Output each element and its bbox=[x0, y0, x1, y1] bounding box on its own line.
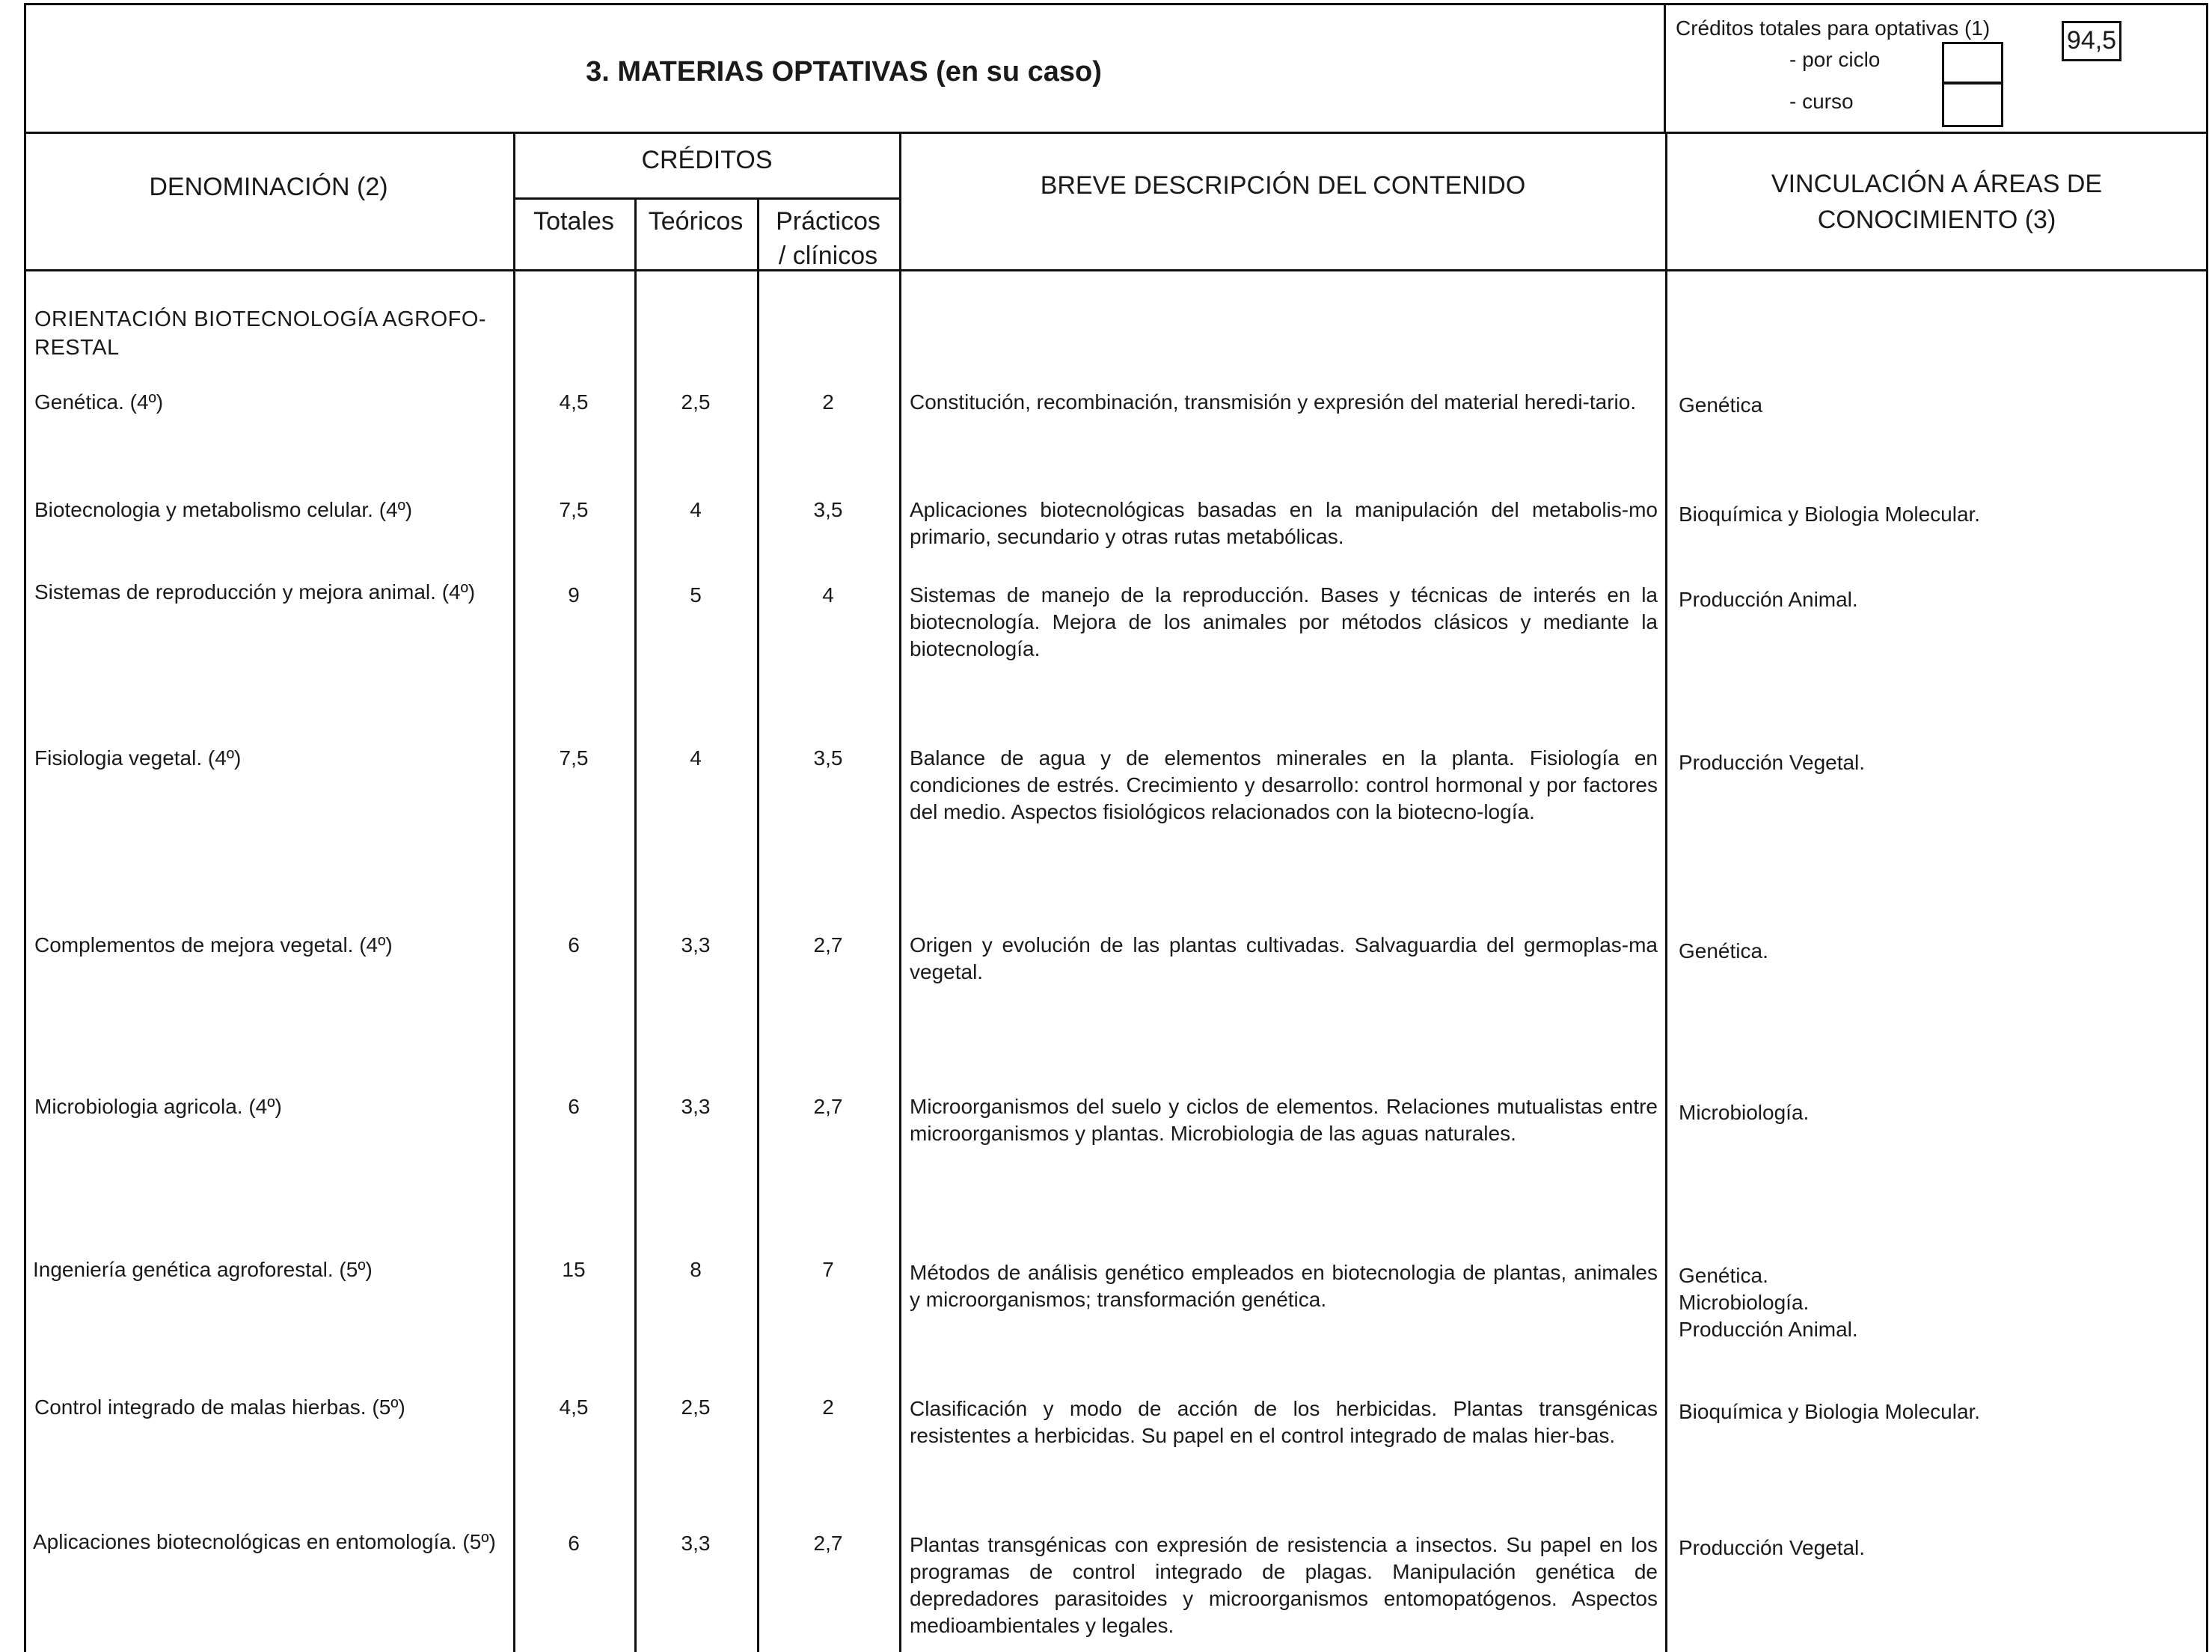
row-vinculacion: Bioquímica y Biologia Molecular. bbox=[1679, 1400, 1981, 1423]
row-practicos: 2,7 bbox=[813, 933, 843, 956]
row-teoricos: 4 bbox=[690, 498, 702, 521]
row-descripcion: Balance de agua y de elementos minerales en la planta. Fisiología en condiciones de estrés. Crecimiento y desarrollo: control hormonal y por factores del medio. Aspectos fisiológicos relacionados con la biotecno-logía. bbox=[910, 746, 1658, 823]
row-teoricos: 3,3 bbox=[681, 1095, 711, 1118]
creditos-totales-label: Créditos totales para optativas (1) bbox=[1676, 16, 1991, 40]
row-descripcion: Sistemas de manejo de la reproducción. Bases y técnicas de interés en la biotecnología. Mejora de los animales por métodos clásicos y mediante la biotecnología. bbox=[910, 583, 1658, 660]
row-teoricos: 2,5 bbox=[681, 1395, 711, 1419]
header-bottom-border bbox=[24, 269, 2208, 271]
column-header-creditos: CRÉDITOS bbox=[641, 146, 773, 174]
row-teoricos: 8 bbox=[690, 1258, 702, 1281]
column-header-teoricos: Teóricos bbox=[648, 207, 744, 236]
row-vinculacion: Genética. Microbiología. Producción Animal. bbox=[1679, 1264, 1858, 1341]
row-practicos: 2 bbox=[822, 1395, 834, 1419]
page-title: 3. MATERIAS OPTATIVAS (en su caso) bbox=[586, 56, 1102, 87]
row-totales: 7,5 bbox=[559, 746, 589, 770]
column-header-denominacion: DENOMINACIÓN (2) bbox=[149, 173, 388, 201]
row-teoricos: 5 bbox=[690, 583, 702, 607]
row-practicos: 2,7 bbox=[813, 1095, 843, 1118]
section-title: ORIENTACIÓN BIOTECNOLOGÍA AGROFO-RESTAL bbox=[34, 307, 487, 360]
column-header-practicos: Prácticos bbox=[776, 207, 880, 236]
row-denominacion: Ingeniería genética agroforestal. (5º) bbox=[33, 1258, 373, 1281]
row-vinculacion: Microbiología. bbox=[1679, 1101, 1810, 1124]
frame-left-border bbox=[24, 3, 26, 1652]
row-vinculacion: Bioquímica y Biologia Molecular. bbox=[1679, 503, 1981, 526]
row-denominacion: Complementos de mejora vegetal. (4º) bbox=[34, 933, 393, 956]
row-vinculacion: Genética. bbox=[1679, 939, 1768, 962]
row-practicos: 7 bbox=[822, 1258, 834, 1281]
row-denominacion: Fisiologia vegetal. (4º) bbox=[34, 746, 242, 770]
row-teoricos: 2,5 bbox=[681, 390, 711, 414]
row-vinculacion: Genética bbox=[1679, 393, 1763, 417]
row-denominacion: Biotecnologia y metabolismo celular. (4º) bbox=[34, 498, 413, 521]
column-header-descripcion: BREVE DESCRIPCIÓN DEL CONTENIDO bbox=[1040, 171, 1526, 200]
row-descripcion: Plantas transgénicas con expresión de resistencia a insectos. Su papel en los programas de control integrado de plagas. Manipulación genética de depredadores parasitoides y microorganismos entomopatógenos. Aspectos medioambientales y legales. bbox=[910, 1533, 1658, 1637]
row-totales: 4,5 bbox=[559, 390, 589, 414]
column-header-totales: Totales bbox=[533, 207, 614, 236]
row-totales: 6 bbox=[568, 1095, 580, 1118]
row-denominacion: Microbiologia agricola. (4º) bbox=[34, 1095, 282, 1118]
row-descripcion: Métodos de análisis genético empleados en biotecnologia de plantas, animales y microorganismos; transformación genética. bbox=[910, 1261, 1658, 1311]
row-vinculacion: Producción Vegetal. bbox=[1679, 1536, 1866, 1559]
row-totales: 4,5 bbox=[559, 1395, 589, 1419]
row-vinculacion: Producción Vegetal. bbox=[1679, 751, 1866, 774]
frame-right-border bbox=[2206, 3, 2208, 1652]
frame-top-border bbox=[24, 3, 2208, 5]
row-denominacion: Control integrado de malas hierbas. (5º) bbox=[34, 1395, 405, 1419]
por-ciclo-box bbox=[1942, 42, 2003, 84]
row-descripcion: Constitución, recombinación, transmisión y expresión del material heredi-tario. bbox=[910, 390, 1637, 414]
column-header-vinculacion-line1: VINCULACIÓN A ÁREAS DE bbox=[1771, 170, 2103, 198]
row-totales: 15 bbox=[562, 1258, 586, 1281]
row-descripcion: Aplicaciones biotecnológicas basadas en la manipulación del metabolis-mo primario, secundario y otras rutas metabólicas. bbox=[910, 498, 1658, 548]
column-header-clinicos: / clínicos bbox=[778, 242, 878, 270]
row-totales: 6 bbox=[568, 933, 580, 956]
curso-box bbox=[1942, 82, 2003, 127]
column-header-vinculacion-line2: CONOCIMIENTO (3) bbox=[1817, 206, 2056, 234]
row-practicos: 3,5 bbox=[813, 746, 843, 770]
curso-label: - curso bbox=[1789, 90, 1854, 113]
row-teoricos: 4 bbox=[690, 746, 702, 770]
row-totales: 9 bbox=[568, 583, 580, 607]
row-vinculacion: Producción Animal. bbox=[1679, 588, 1858, 611]
creditos-totales-value: 94,5 bbox=[2066, 26, 2117, 55]
row-practicos: 3,5 bbox=[813, 498, 843, 521]
col-divider-denominacion bbox=[513, 132, 515, 1652]
row-descripcion: Origen y evolución de las plantas cultivadas. Salvaguardia del germoplas-ma vegetal. bbox=[910, 933, 1658, 983]
row-descripcion: Clasificación y modo de acción de los herbicidas. Plantas transgénicas resistentes a herbicidas. Su papel en el control integrado de malas hier-bas. bbox=[910, 1397, 1658, 1447]
row-denominacion: Sistemas de reproducción y mejora animal. (4º) bbox=[34, 580, 476, 604]
row-teoricos: 3,3 bbox=[681, 933, 711, 956]
row-denominacion: Genética. (4º) bbox=[34, 390, 164, 414]
row-descripcion: Microorganismos del suelo y ciclos de elementos. Relaciones mutualistas entre microorganismos y plantas. Microbiologia de las aguas naturales. bbox=[910, 1095, 1658, 1145]
row-teoricos: 3,3 bbox=[681, 1532, 711, 1555]
row-denominacion: Aplicaciones biotecnológicas en entomología. (5º) bbox=[33, 1530, 496, 1553]
creditos-sub-divider bbox=[513, 197, 901, 200]
row-practicos: 2,7 bbox=[813, 1532, 843, 1555]
title-credits-divider bbox=[1664, 3, 1666, 132]
row-totales: 6 bbox=[568, 1532, 580, 1555]
title-bottom-border bbox=[24, 132, 2208, 134]
row-practicos: 2 bbox=[822, 390, 834, 414]
por-ciclo-label: - por ciclo bbox=[1789, 48, 1881, 71]
col-divider-descripcion bbox=[1665, 132, 1667, 1652]
row-totales: 7,5 bbox=[559, 498, 589, 521]
col-divider-practicos bbox=[899, 132, 901, 1652]
row-practicos: 4 bbox=[822, 583, 834, 607]
